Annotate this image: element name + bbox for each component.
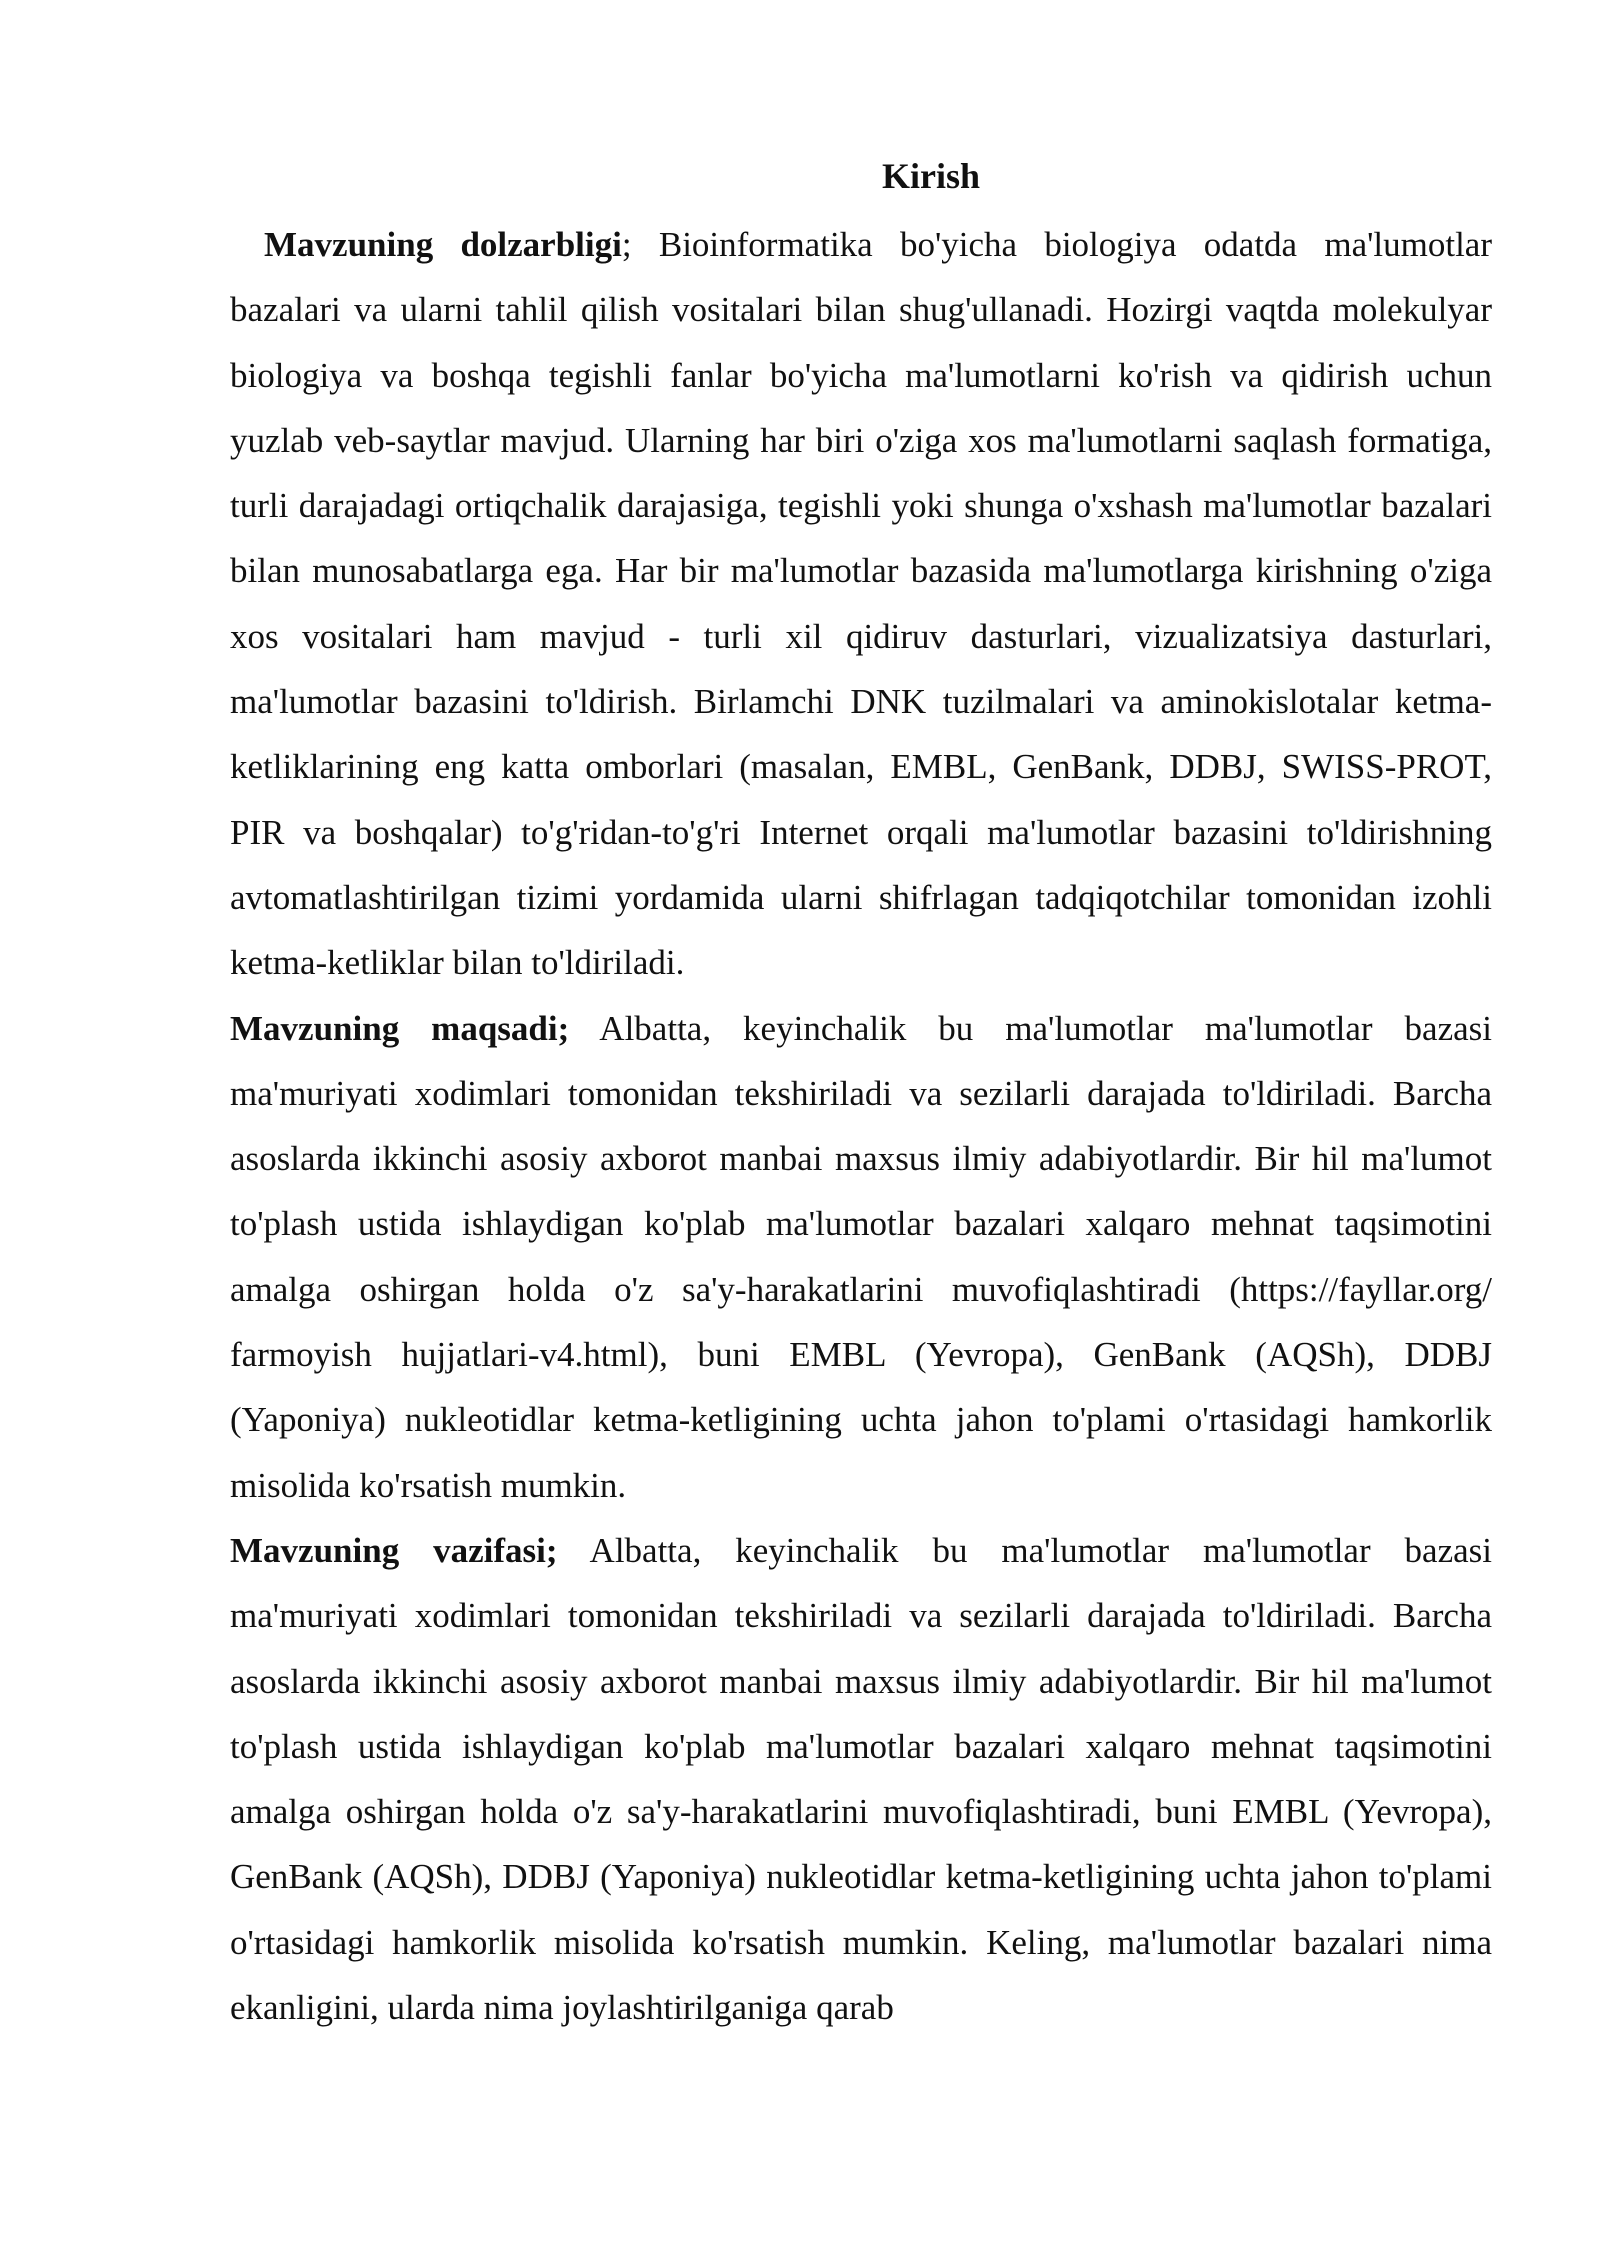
page-title: Kirish <box>881 156 980 196</box>
section-relevance-heading: Mavzuning dolzarbligi <box>264 225 622 264</box>
section-relevance-separator: ; <box>621 225 659 264</box>
section-relevance <box>230 212 1492 996</box>
section-goal-heading: Mavzuning maqsadi; <box>230 1008 570 1048</box>
section-tasks <box>230 1518 1492 2040</box>
section-relevance-text: Bioinformatika bo'yicha biologiya odatda ma'lumotlar bazalari va ularni tahlil qilish vositalari bilan shug'ullanadi. Hozirgi vaqtda molekulyar biologiya va boshqa tegishli fanlar bo'yicha ma'lumotlarni ko'rish va qidirish uchun yuzlab veb-saytlar mavjud. Ularning har biri o'ziga xos ma'lumotlarni saqlash formatiga, turli darajadagi ortiqchalik darajasiga, tegishli yoki shunga o'xshash ma'lumotlar bazalari bilan munosabatlarga ega. Har bir ma'lumotlar bazasida ma'lumotlarga kirishning o'ziga xos vositalari ham mavjud - turli xil qidiruv dasturlari, vizualizatsiya dasturlari, ma'lumotlar bazasini to'ldirish. Birlamchi DNK tuzilmalari va aminokislotalar ketma-ketliklarining eng katta omborlari (masalan, EMBL, GenBank, DDBJ, SWISS-PROT, PIR va boshqalar) to'g'ridan-to'g'ri Internet orqali ma'lumotlar bazasini to'ldirishning avtomatlashtirilgan tizimi yordamida ularni shifrlagan tadqiqotchilar tomonidan izohli ketma-ketliklar bilan to'ldiriladi. <box>230 225 1492 983</box>
document-page <box>230 150 1492 2040</box>
section-tasks-text: Albatta, keyinchalik bu ma'lumotlar ma'lumotlar bazasi ma'muriyati xodimlari tomonidan tekshiriladi va sezilarli darajada to'ldiriladi. Barcha asoslarda ikkinchi asosiy axborot manbai maxsus ilmiy adabiyotlardir. Bir hil ma'lumot to'plash ustida ishlaydigan ko'plab ma'lumotlar bazalari xalqaro mehnat taqsimotini amalga oshirgan holda o'z sa'y-harakatlarini muvofiqlashtiradi, buni EMBL (Yevropa), GenBank (AQSh), DDBJ (Yaponiya) nukleotidlar ketma-ketligining uchta jahon to'plami o'rtasidagi hamkorlik misolida ko'rsatish mumkin. Keling, ma'lumotlar bazalari nima ekanligini, ularda nima joylashtirilganiga qarab <box>230 1530 1492 2028</box>
section-tasks-heading: Mavzuning vazifasi; <box>230 1530 558 1570</box>
section-goal-text: Albatta, keyinchalik bu ma'lumotlar ma'lumotlar bazasi ma'muriyati xodimlari tomonidan tekshiriladi va sezilarli darajada to'ldiriladi. Barcha asoslarda ikkinchi asosiy axborot manbai maxsus ilmiy adabiyotlardir. Bir hil ma'lumot to'plash ustida ishlaydigan ko'plab ma'lumotlar bazalari xalqaro mehnat taqsimotini amalga oshirgan holda o'z sa'y-harakatlarini muvofiqlashtiradi (https://fayllar.org/ farmoyish hujjatlari-v4.html), buni EMBL (Yevropa), GenBank (AQSh), DDBJ (Yaponiya) nukleotidlar ketma-ketligining uchta jahon to'plami o'rtasidagi hamkorlik misolida ko'rsatish mumkin. <box>230 1008 1492 1505</box>
section-goal <box>230 996 1492 1518</box>
